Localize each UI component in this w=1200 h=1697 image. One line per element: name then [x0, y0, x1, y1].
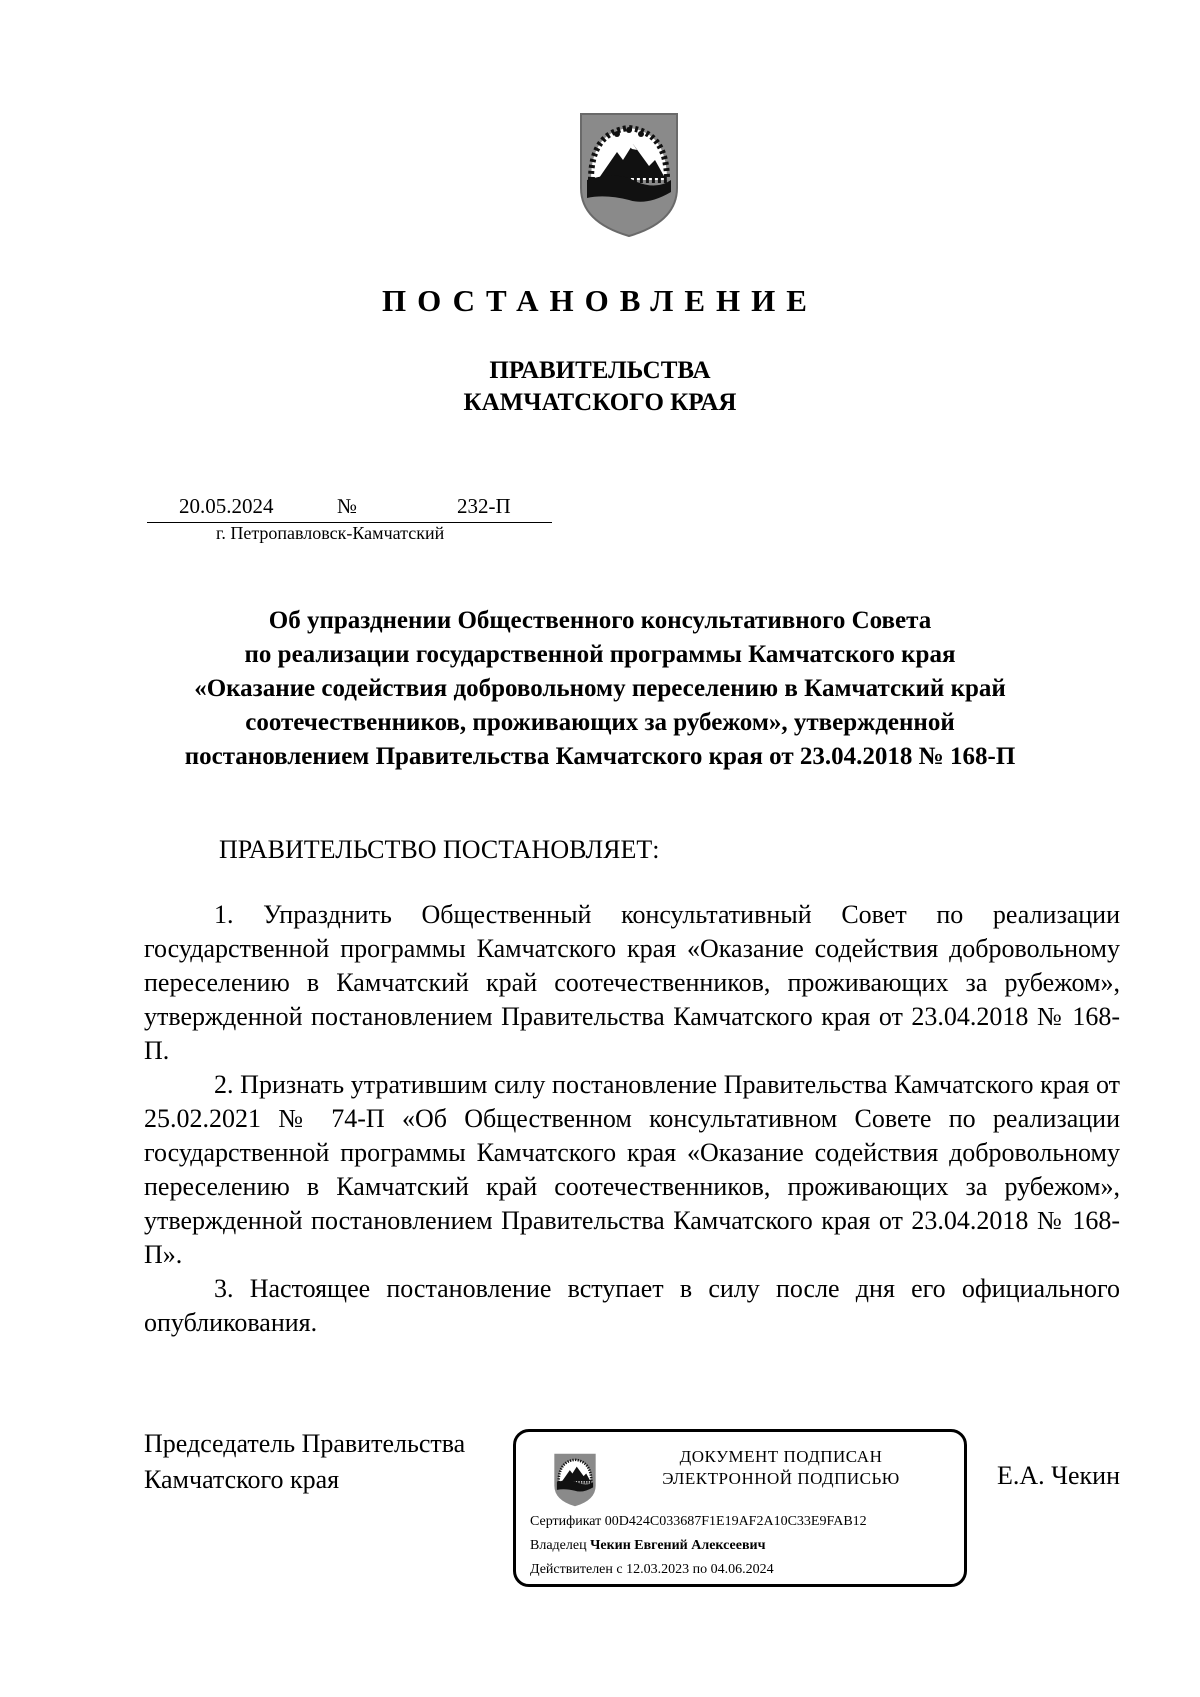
- owner-value: Чекин Евгений Алексеевич: [590, 1538, 766, 1553]
- document-type-title: ПОСТАНОВЛЕНИЕ: [382, 283, 818, 318]
- paragraph: 2. Признать утратившим силу постановление Правительства Камчатского края от 25.02.2021 № 74-П «Об Общественном консультативном Совете по реализации государственной программы Камчатского края «Оказание содействия добровольному переселению в Камчатский край соотечественников, проживающих за рубежом», утвержденной постановлением Правительства Камчатского края от 23.04.2018 № 168-П».: [144, 1070, 1120, 1269]
- subject-line: по реализации государственной программы Камчатского края: [244, 641, 956, 668]
- signatory-name: Е.А. Чекин: [996, 1461, 1120, 1490]
- validity-line: [530, 1562, 774, 1578]
- resolves-heading: ПРАВИТЕЛЬСТВО ПОСТАНОВЛЯЕТ:: [219, 835, 660, 864]
- authority-line: КАМЧАТСКОГО КРАЯ: [463, 389, 737, 416]
- subject-line: постановлением Правительства Камчатского края от 23.04.2018 № 168-П: [184, 743, 1016, 770]
- certificate-label: Сертификат: [530, 1514, 602, 1529]
- certificate-value: 00D424C033687F1E19AF2A10C33E9FAB12: [604, 1514, 867, 1529]
- valid-from-label: Действителен с: [530, 1562, 623, 1577]
- paragraph: 3. Настоящее постановление вступает в силу после дня его официального опубликования.: [144, 1274, 1120, 1337]
- valid-to-label: по: [692, 1562, 708, 1577]
- subject-line: Об упразднении Общественного консультативного Совета: [268, 607, 932, 634]
- stamp-header-line: ДОКУМЕНТ ПОДПИСАН: [679, 1447, 883, 1466]
- registration-line: [147, 492, 552, 523]
- electronic-signature-stamp: [513, 1429, 967, 1587]
- paragraph: 1. Упразднить Общественный консультативный Совет по реализации государственной программы Камчатского края «Оказание содействия добровольному переселению в Камчатский край соотечественников, проживающих за рубежом», утвержденной постановлением Правительства Камчатского края от 23.04.2018 № 168-П.: [144, 900, 1120, 1065]
- valid-to: 04.06.2024: [710, 1562, 774, 1577]
- authority-line: ПРАВИТЕЛЬСТВА: [489, 357, 711, 384]
- document-date: 20.05.2024: [179, 494, 274, 518]
- city: г. Петропавловск-Камчатский: [216, 523, 445, 543]
- stamp-header-line: ЭЛЕКТРОННОЙ ПОДПИСЬЮ: [662, 1469, 900, 1488]
- document-number: 232-П: [457, 494, 511, 518]
- subject-line: «Оказание содействия добровольному переселению в Камчатский край: [194, 675, 1006, 702]
- position-line: Председатель Правительства: [144, 1429, 466, 1458]
- number-sign: №: [337, 494, 358, 518]
- owner-line: [530, 1538, 765, 1554]
- document-body: [144, 898, 1120, 1340]
- signatory-position: [144, 1426, 465, 1498]
- stamp-header: [616, 1446, 946, 1490]
- document-subject: [100, 604, 1100, 774]
- position-line: Камчатского края: [144, 1465, 340, 1494]
- coat-of-arms-icon: [552, 1452, 598, 1508]
- certificate-line: [530, 1514, 867, 1530]
- issuing-authority: [0, 355, 1200, 419]
- owner-label: Владелец: [530, 1538, 587, 1553]
- subject-line: соотечественников, проживающих за рубежом», утвержденной: [245, 709, 955, 736]
- coat-of-arms-icon: [577, 110, 681, 240]
- valid-from: 12.03.2023: [626, 1562, 690, 1577]
